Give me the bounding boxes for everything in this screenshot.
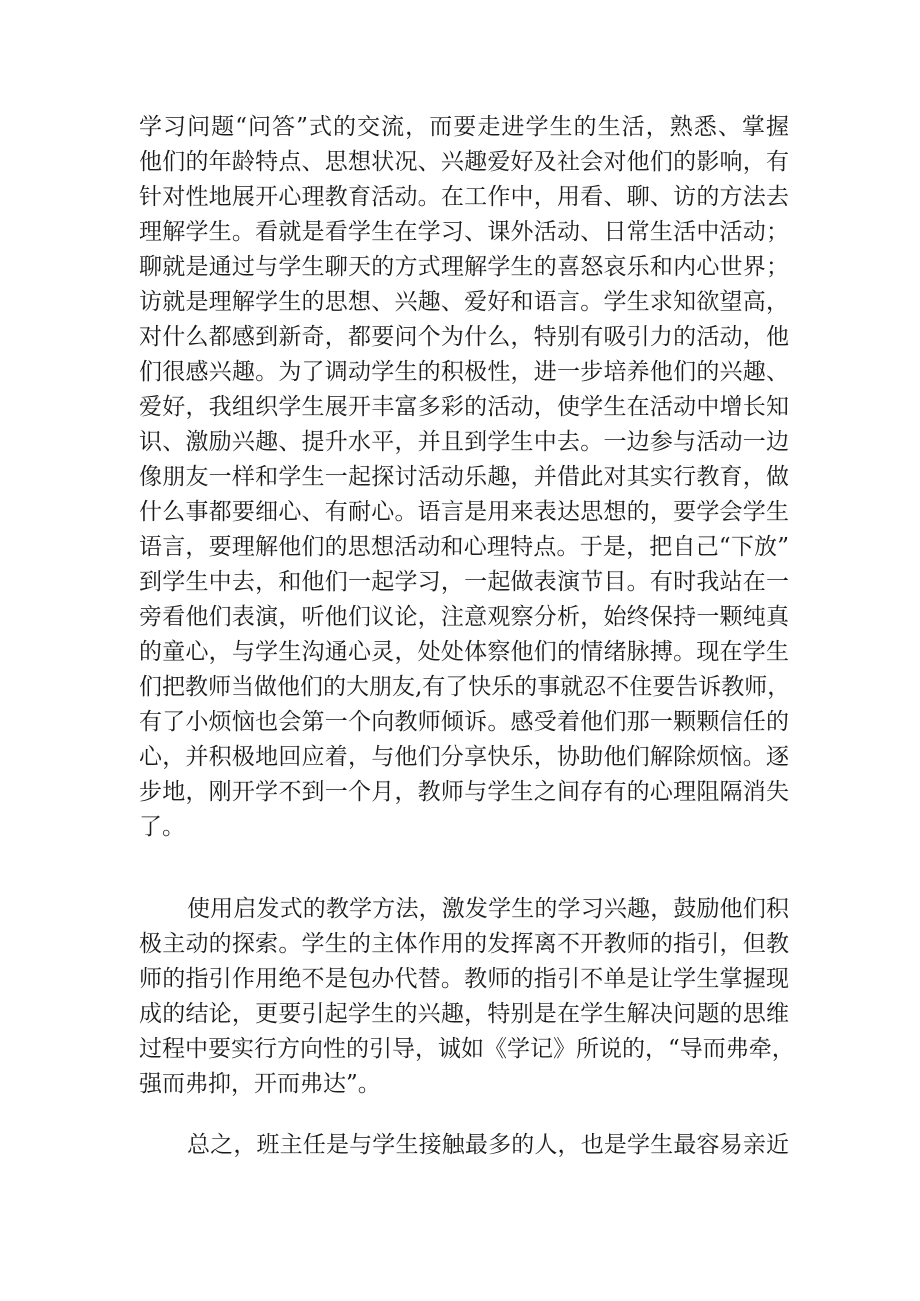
text-line: 像朋友一样和学生一起探讨活动乐趣，并借此对其实行教育，做	[139, 464, 789, 490]
text-line: 心，并积极地回应着，与他们分享快乐，协助他们解除烦恼。逐	[139, 744, 789, 770]
text-line: 总之，班主任是与学生接触最多的人，也是学生最容易亲近	[187, 1132, 789, 1158]
paragraph-3	[139, 1128, 789, 1163]
text-line: 了。	[139, 814, 185, 840]
text-line: 们很感兴趣。为了调动学生的积极性，进一步培养他们的兴趣、	[139, 359, 789, 385]
text-line: 聊就是通过与学生聊天的方式理解学生的喜怒哀乐和内心世界；	[139, 254, 789, 280]
text-line: 他们的年龄特点、思想状况、兴趣爱好及社会对他们的影响，有	[139, 149, 789, 175]
text-line: 什么事都要细心、有耐心。语言是用来表达思想的，要学会学生	[139, 499, 789, 525]
text-line: 极主动的探索。学生的主体作用的发挥离不开教师的指引，但教	[139, 931, 789, 957]
text-line: 强而弗抑，开而弗达”。	[139, 1071, 381, 1097]
text-line: 学习问题“问答”式的交流，而要走进学生的生活，熟悉、掌握	[139, 114, 789, 140]
text-line: 有了小烦恼也会第一个向教师倾诉。感受着他们那一颗颗信任的	[139, 709, 789, 735]
text-line: 语言，要理解他们的思想活动和心理特点。于是，把自己“下放”	[139, 534, 789, 560]
text-line: 步地，刚开学不到一个月，教师与学生之间存有的心理阻隔消失	[139, 779, 789, 805]
paragraph-2	[139, 892, 795, 1102]
text-line: 识、激励兴趣、提升水平，并且到学生中去。一边参与活动一边	[139, 429, 789, 455]
text-line: 成的结论，更要引起学生的兴趣，特别是在学生解决问题的思维	[139, 1001, 789, 1027]
text-line: 访就是理解学生的思想、兴趣、爱好和语言。学生求知欲望高，	[139, 289, 789, 315]
text-line: 过程中要实行方向性的引导，诚如《学记》所说的，“导而弗牵，	[139, 1036, 795, 1062]
text-line: 爱好，我组织学生展开丰富多彩的活动，使学生在活动中增长知	[139, 394, 789, 420]
text-line: 使用启发式的教学方法，激发学生的学习兴趣，鼓励他们积	[187, 896, 789, 922]
text-line: 理解学生。看就是看学生在学习、课外活动、日常生活中活动；	[139, 219, 789, 245]
text-line: 们把教师当做他们的大朋友,有了快乐的事就忍不住要告诉教师，	[139, 674, 791, 700]
paragraph-1	[139, 110, 789, 845]
text-line: 旁看他们表演，听他们议论，注意观察分析，始终保持一颗纯真	[139, 604, 789, 630]
text-line: 对什么都感到新奇，都要问个为什么，特别有吸引力的活动，他	[139, 324, 789, 350]
text-line: 到学生中去，和他们一起学习，一起做表演节目。有时我站在一	[139, 569, 789, 595]
text-line: 师的指引作用绝不是包办代替。教师的指引不单是让学生掌握现	[139, 966, 789, 992]
text-line: 的童心，与学生沟通心灵，处处体察他们的情绪脉搏。现在学生	[139, 639, 789, 665]
text-line: 针对性地展开心理教育活动。在工作中，用看、聊、访的方法去	[139, 184, 789, 210]
